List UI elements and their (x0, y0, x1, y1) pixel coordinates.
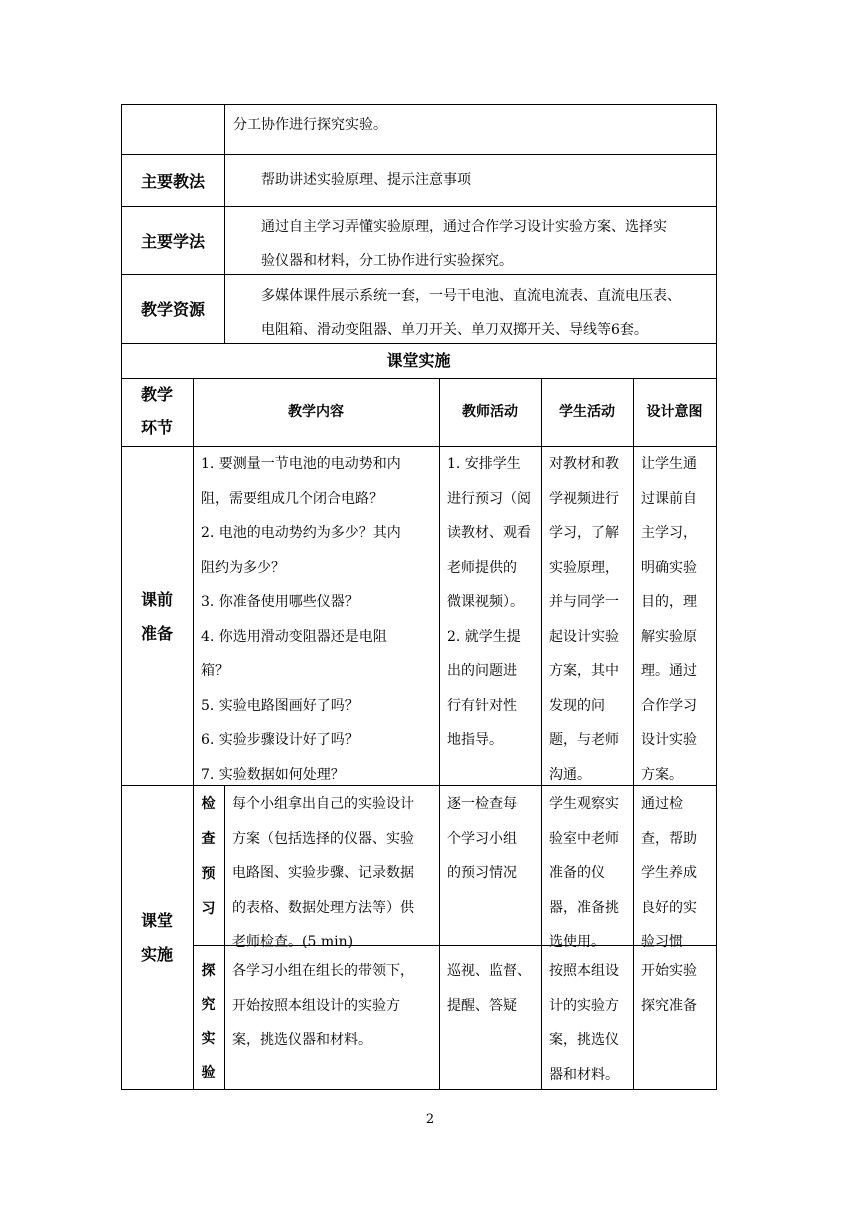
text-line: 检 (201, 796, 216, 812)
text-line: 老师检查。(5 min) (232, 934, 354, 950)
prep-content (201, 447, 401, 792)
text-line: 巡视、监督、 (447, 963, 531, 979)
text-line: 箱？ (201, 663, 229, 679)
sub1-content (232, 787, 414, 960)
text-line: 器和材料。 (549, 1066, 619, 1083)
text-line: 良好的实 (641, 899, 697, 916)
text-line: 明确实验 (641, 559, 697, 576)
row-content (233, 279, 681, 347)
text-line: 的表格、数据处理方法等）供 (232, 899, 414, 916)
table-rule (121, 154, 717, 155)
text-line: 地指导。 (447, 732, 503, 748)
section-title: 课堂实施 (386, 351, 451, 370)
text-line: 过课前自 (641, 490, 697, 507)
table-rule (121, 378, 717, 379)
text-line: 方案（包括选择的仪器、实验 (232, 830, 414, 847)
text-line: 按照本组设 (549, 963, 619, 979)
text-line: 计的实验方 (549, 997, 619, 1014)
text-line: 选使用。 (549, 934, 605, 950)
prep-intent (641, 447, 697, 792)
text-line: 帮助讲述实验原理、提示注意事项 (261, 172, 471, 188)
text-line: 教学 (140, 385, 173, 404)
row-label: 教学资源 (140, 300, 205, 319)
text-line: 查 (201, 831, 216, 847)
header-stage (121, 378, 193, 444)
text-line: 题，与老师 (549, 732, 619, 748)
text-line: 探究准备 (641, 997, 697, 1014)
text-line: 通过自主学习弄懂实验原理，通过合作学习设计实验方案、选择实 (261, 219, 667, 235)
text-line: 阻约为多少？ (201, 559, 285, 576)
text-line: 让学生通 (641, 456, 697, 472)
text-line: 预 (201, 866, 216, 882)
table-rule (121, 206, 717, 207)
text-line: 5. 实验电路图画好了吗？ (201, 697, 359, 714)
text-line: 提醒、答疑 (447, 997, 517, 1014)
text-line: 课堂 (140, 911, 173, 930)
sub1-label (193, 787, 224, 927)
sub1-teacher (447, 787, 517, 891)
text-line: 4. 你选用滑动变阻器还是电阻 (201, 628, 387, 645)
text-line: 验习惯 (641, 934, 683, 950)
text-line: 1. 要测量一节电池的电动势和内 (201, 456, 401, 472)
table-rule (716, 104, 717, 1090)
sub2-student (549, 954, 619, 1092)
table-rule (121, 104, 717, 105)
text-line: 理。通过 (641, 663, 697, 679)
text-line: 对教材和教 (549, 456, 619, 472)
text-line: 学习，了解 (549, 525, 619, 541)
text-line: 案，挑选仪器和材料。 (232, 1032, 372, 1048)
text-line: 7. 实验数据如何处理？ (201, 766, 345, 783)
text-line: 主学习， (641, 525, 697, 541)
text-line: 查，帮助 (641, 830, 697, 847)
header-teacher: 教师活动 (462, 404, 518, 420)
text-line: 发现的问 (549, 697, 605, 714)
text-line: 2. 电池的电动势约为多少？其内 (201, 525, 401, 541)
text-line: 微课视频）。 (447, 594, 524, 610)
text-line: 行有针对性 (447, 697, 517, 714)
text-line: 阻，需要组成几个闭合电路？ (201, 490, 383, 507)
text-line: 实验原理， (549, 559, 619, 576)
text-line: 验室中老师 (549, 830, 619, 847)
text-line: 解实验原 (641, 628, 697, 645)
text-line: 习 (201, 901, 216, 917)
text-line: 个学习小组 (447, 830, 517, 847)
text-line: 通过检 (641, 796, 683, 812)
text-line: 各学习小组在组长的带领下， (232, 963, 414, 979)
row-label: 主要学法 (140, 232, 205, 251)
prep-student (549, 447, 619, 792)
text-line: 起设计实验 (549, 628, 619, 645)
text-line: 电路图、实验步骤、记录数据 (232, 865, 414, 881)
text-line: 6. 实验步骤设计好了吗？ (201, 732, 359, 748)
text-line: 每个小组拿出自己的实验设计 (232, 796, 414, 812)
text-line: 实 (201, 1031, 216, 1047)
header-content: 教学内容 (288, 404, 344, 420)
sub1-student (549, 787, 619, 960)
sub2-content (232, 954, 414, 1058)
text-line: 多媒体课件展示系统一套，一号干电池、直流电流表、直流电压表、 (261, 288, 681, 304)
text-line: 开始实验 (641, 963, 697, 979)
text-line: 方案，其中 (549, 663, 619, 679)
text-line: 验仪器和材料，分工协作进行实验探究。 (261, 253, 513, 269)
text-line: 进行预习（阅 (447, 490, 531, 507)
text-line: 沟通。 (549, 766, 591, 783)
text-line: 1. 安排学生 (447, 456, 521, 472)
sub2-label (193, 954, 224, 1090)
text-line: 究 (201, 997, 216, 1013)
table-rule (439, 378, 440, 1090)
text-line: 案，挑选仪 (549, 1032, 619, 1048)
text-line: 方案。 (641, 766, 683, 783)
page-number: 2 (425, 1112, 435, 1127)
text-line: 逐一检查每 (447, 796, 517, 812)
text-line: 老师提供的 (447, 559, 517, 576)
top-row-text: 分工协作进行探究实验。 (233, 117, 387, 133)
text-line: 目的，理 (641, 594, 697, 610)
class-stage (121, 904, 193, 972)
text-line: 学生观察实 (549, 796, 619, 812)
text-line: 开始按照本组设计的实验方 (232, 997, 400, 1014)
text-line: 并与同学一 (549, 594, 619, 610)
text-line: 出的问题进 (447, 663, 517, 679)
prep-teacher (447, 447, 531, 758)
text-line: 器，准备挑 (549, 899, 619, 916)
table-rule (224, 785, 225, 1090)
row-content (233, 163, 471, 197)
sub2-intent (641, 954, 697, 1023)
row-label: 主要教法 (140, 172, 205, 191)
header-student: 学生活动 (559, 404, 615, 420)
text-line: 学生养成 (641, 865, 697, 881)
table-rule (224, 104, 225, 344)
text-line: 3. 你准备使用哪些仪器？ (201, 594, 359, 610)
text-line: 学视频进行 (549, 490, 619, 507)
text-line: 环节 (140, 418, 173, 437)
row-content (233, 210, 667, 278)
text-line: 准备 (140, 624, 173, 643)
table-rule (541, 378, 542, 1090)
text-line: 设计实验 (641, 732, 697, 748)
text-line: 合作学习 (641, 697, 697, 714)
sub1-intent (641, 787, 697, 960)
text-line: 验 (201, 1065, 216, 1081)
text-line: 读教材、观看 (447, 525, 531, 541)
sub2-teacher (447, 954, 531, 1023)
text-line: 2. 就学生提 (447, 628, 521, 645)
text-line: 的预习情况 (447, 865, 517, 881)
text-line: 课前 (140, 590, 173, 609)
text-line: 探 (201, 963, 216, 979)
text-line: 准备的仪 (549, 865, 605, 881)
prep-stage (121, 583, 193, 651)
table-rule (633, 378, 634, 1090)
text-line: 电阻箱、滑动变阻器、单刀开关、单刀双掷开关、导线等6套。 (261, 322, 648, 338)
header-intent: 设计意图 (646, 404, 703, 420)
text-line: 实施 (140, 945, 173, 964)
